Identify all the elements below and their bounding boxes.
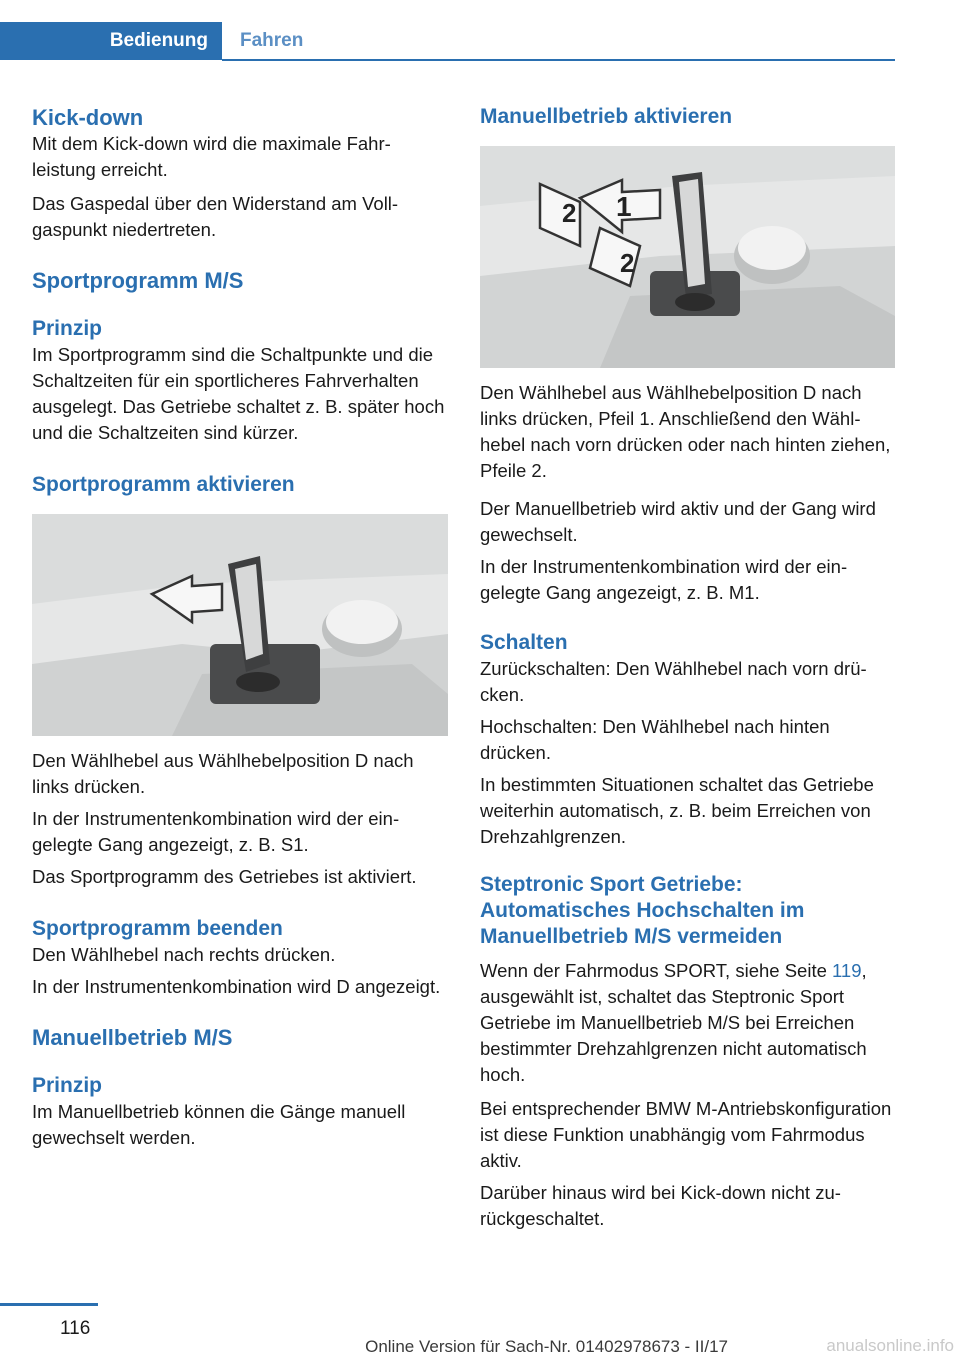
header-tabs — [0, 22, 895, 60]
manuell-aktivieren-text-3: In der Instrumentenkombination wird der eingelegte Gang angezeigt, z. B. M1. — [480, 556, 848, 603]
heading-sportprogramm: Sportprogramm M/S — [32, 268, 244, 293]
arrow-label-2b: 2 — [620, 248, 635, 278]
heading-sport-prinzip: Prinzip — [32, 317, 103, 340]
right-column — [480, 100, 896, 1232]
sport-aktivieren-text-3: Das Sportprogramm des Getriebes ist aktiviert. — [32, 866, 417, 887]
manuell-aktivieren-text-1: Den Wählhebel aus Wählhebelposition D nach links drücken, Pfeil 1. Anschließend den Wählhebel nach vorn drücken oder nach hinten ziehen, Pfeile 2. — [480, 382, 891, 481]
sport-beenden-text-2: In der Instrumentenkombination wird D angezeigt. — [32, 976, 441, 997]
steptronic-text-1-before: Wenn der Fahrmodus SPORT, siehe Seite — [480, 960, 833, 981]
heading-kickdown: Kick-down — [32, 105, 144, 130]
heading-sport-aktivieren: Sportprogramm aktivieren — [32, 473, 295, 496]
heading-steptronic: Steptronic Sport Getriebe: Automatisches Hochschalten im Manuellbetrieb M/S vermeiden — [480, 873, 805, 948]
watermark: anualsonline.info — [826, 1336, 954, 1355]
steptronic-text-1 — [480, 958, 896, 1088]
kickdown-text-1: Mit dem Kick-down wird die maximale Fahrleistung erreicht. — [32, 133, 391, 180]
left-column — [32, 100, 448, 1151]
schalten-text-1: Zurückschalten: Den Wählhebel nach vorn drücken. — [480, 658, 867, 705]
tab-fahren[interactable]: Fahren — [240, 30, 304, 51]
arrow-label-2a: 2 — [562, 198, 577, 228]
sport-aktivieren-text-1: Den Wählhebel aus Wählhebelposition D nach links drücken. — [32, 750, 414, 797]
figure-gear-selector-left — [32, 514, 448, 736]
manuell-prinzip-text: Im Manuellbetrieb können die Gänge manuell gewechselt werden. — [32, 1101, 406, 1148]
heading-sport-beenden: Sportprogramm beenden — [32, 917, 283, 940]
manuell-aktivieren-text-2: Der Manuellbetrieb wird aktiv und der Gang wird gewechselt. — [480, 498, 876, 545]
heading-manuellbetrieb: Manuellbetrieb M/S — [32, 1025, 233, 1050]
sport-prinzip-text: Im Sportprogramm sind die Schaltpunkte und die Schaltzeiten für ein sportlicheres Fahrverhalten ausgelegt. Das Getriebe schaltet z. B. später hoch und die Schaltzeiten sind kürzer. — [32, 344, 445, 443]
page-link-119[interactable]: 119 — [832, 960, 862, 981]
heading-manuell-prinzip: Prinzip — [32, 1074, 103, 1097]
tab-underline — [222, 59, 895, 61]
sport-beenden-text-1: Den Wählhebel nach rechts drücken. — [32, 944, 336, 965]
online-version-note: Online Version für Sach-Nr. 01402978673 - II/17 — [365, 1337, 728, 1356]
heading-manuell-aktivieren: Manuellbetrieb aktivieren — [480, 105, 733, 128]
kickdown-text-2: Das Gaspedal über den Widerstand am Vollgaspunkt niedertreten. — [32, 193, 399, 240]
arrow-label-1: 1 — [616, 191, 632, 222]
footer-rule — [0, 1303, 98, 1306]
figure-gear-selector-right — [480, 146, 895, 368]
heading-schalten: Schalten — [480, 631, 568, 654]
page-number: 116 — [60, 1318, 91, 1339]
tab-bedienung[interactable]: Bedienung — [0, 22, 222, 60]
steptronic-text-1-after: , ausgewählt ist, schaltet das Steptronic Sport Getriebe im Manuellbetrieb M/S bei Erreichen bestimmter Drehzahlgrenzen nicht automatisch hoch. — [480, 960, 867, 1085]
steptronic-text-2: Bei entsprechender BMW M-Antriebskonfiguration ist diese Funktion unabhängig vom Fahrmodus aktiv. — [480, 1098, 892, 1171]
sport-aktivieren-text-2: In der Instrumentenkombination wird der eingelegte Gang angezeigt, z. B. S1. — [32, 808, 400, 855]
schalten-text-2: Hochschalten: Den Wählhebel nach hinten drücken. — [480, 716, 830, 763]
schalten-text-3: In bestimmten Situationen schaltet das Getriebe weiterhin automatisch, z. B. beim Erreichen von Drehzahlgrenzen. — [480, 774, 874, 847]
steptronic-text-3: Darüber hinaus wird bei Kick-down nicht zurückgeschaltet. — [480, 1182, 841, 1229]
